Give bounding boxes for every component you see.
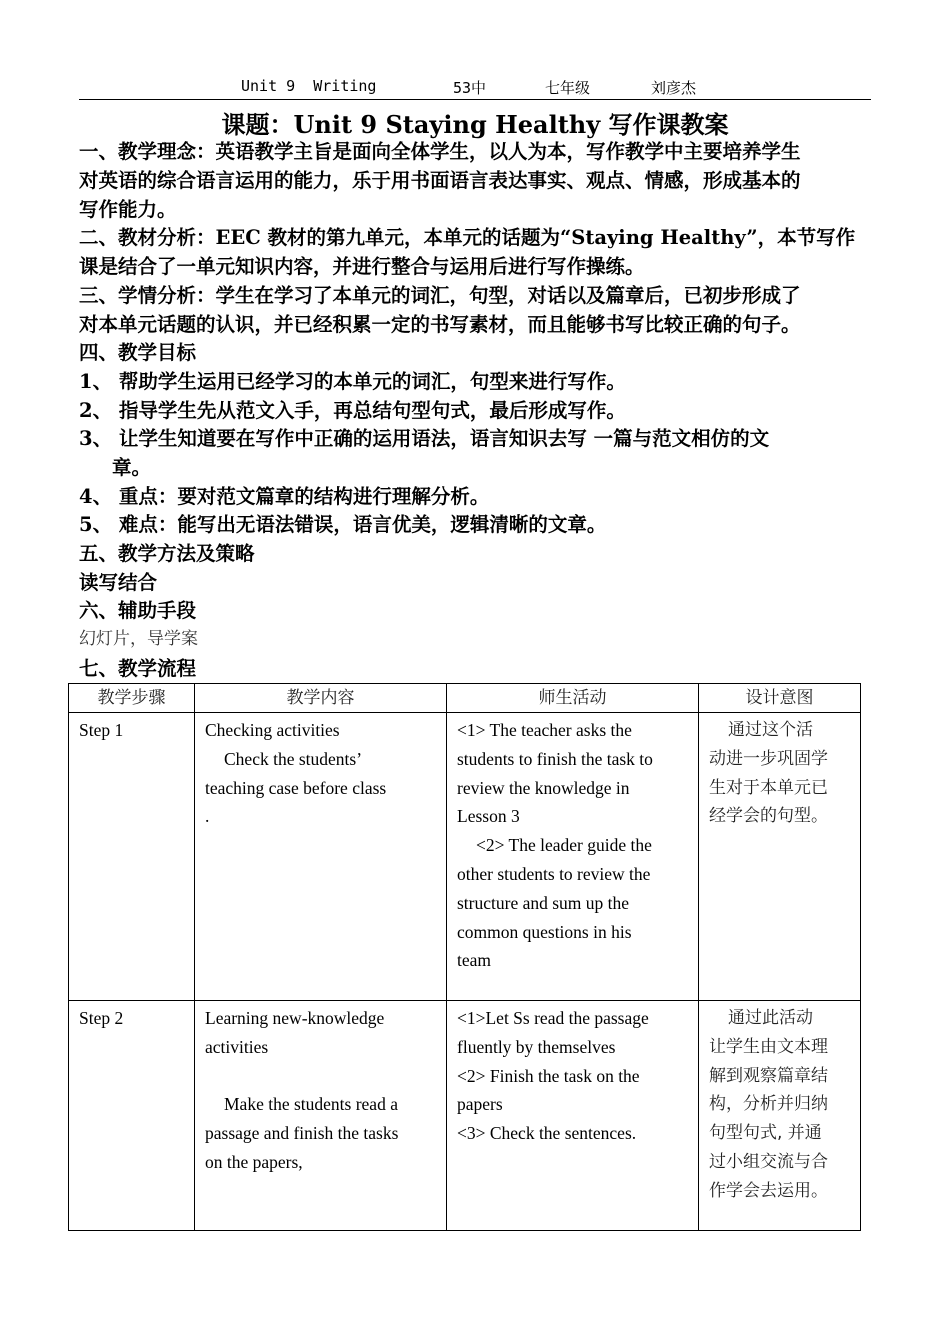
s2-line1: 二、教材分析：EEC 教材的第九单元，本单元的话题为“Staying Healthy”，本节写作 [79, 226, 856, 249]
table-header-row [69, 684, 861, 713]
intent-line: 构，分析并归纳 [709, 1094, 828, 1115]
activity-cell [447, 1001, 699, 1231]
header-grade: 七年级 [545, 79, 591, 97]
header-rule [79, 99, 871, 100]
intent-line: 解到观察篇章结 [709, 1065, 828, 1086]
intent-line: 通过这个活 [728, 720, 813, 740]
intent-line: 作学会去运用。 [709, 1180, 828, 1201]
intent-line: 通过此活动 [728, 1008, 813, 1028]
intent-cell [699, 1001, 861, 1231]
content-cell [195, 713, 447, 1001]
table-row [69, 713, 861, 1001]
s3-line2: 对本单元话题的认识，并已经积累一定的书写素材，而且能够书写比较正确的句子。 [79, 313, 801, 336]
step-cell [69, 713, 195, 1001]
activity-line: <1>Let Ss read the passage [457, 1008, 649, 1028]
table-row [69, 1001, 861, 1231]
content-line: Checking activities [205, 720, 340, 740]
content-line: passage and finish the tasks [205, 1123, 399, 1144]
intent-line: 经学会的句型。 [709, 806, 828, 827]
activity-line: <2> Finish the task on the [457, 1065, 640, 1086]
intent-line: 让学生由文本理 [709, 1036, 828, 1057]
content-line: activities [205, 1036, 269, 1057]
s2-line2: 课是结合了一单元知识内容，并进行整合与运用后进行写作操练。 [79, 255, 645, 278]
intent-line: 生对于本单元已 [709, 777, 828, 798]
content-line: . [205, 806, 210, 827]
activity-line: structure and sum up the [457, 892, 630, 913]
s6-heading: 六、辅助手段 [79, 599, 197, 622]
s1-line3: 写作能力。 [79, 198, 177, 221]
content-line: Check the students’ [224, 748, 363, 769]
activity-line: common questions in his [457, 921, 632, 942]
goal-1: 1、 帮助学生运用已经学习的本单元的词汇，句型来进行写作。 [79, 370, 626, 393]
s3-line1: 三、学情分析：学生在学习了本单元的词汇，句型，对话以及篇章后，已初步形成了 [79, 284, 801, 307]
goal-3b: 章。 [112, 456, 152, 479]
teaching-process-table [68, 683, 861, 1231]
activity-cell [447, 713, 699, 1001]
content-line: teaching case before class [205, 777, 387, 798]
col-header-step: 教学步骤 [69, 684, 195, 713]
intent-line: 动进一步巩固学 [709, 748, 828, 769]
col-header-intent: 设计意图 [699, 684, 861, 713]
goal-5: 5、 难点：能写出无语法错误，语言优美，逻辑清晰的文章。 [79, 513, 607, 536]
header-school: 53中 [453, 79, 487, 97]
header-unit: Unit 9 Writing [241, 77, 377, 95]
content-cell [195, 1001, 447, 1231]
activity-line: <1> The teacher asks the [457, 720, 632, 740]
content-line: Make the students read a [224, 1094, 398, 1115]
step-label: Step 1 [79, 720, 124, 740]
goal-3a: 3、 让学生知道要在写作中正确的运用语法，语言知识去写 一篇与范文相仿的文 [79, 427, 770, 450]
col-header-content: 教学内容 [195, 684, 447, 713]
intent-cell [699, 713, 861, 1001]
blank-line [205, 1062, 437, 1091]
activity-line: <3> Check the sentences. [457, 1123, 637, 1144]
activity-line: <2> The leader guide the [476, 835, 652, 856]
activity-line: review the knowledge in [457, 777, 630, 798]
page-header [0, 77, 950, 99]
s4-heading: 四、教学目标 [79, 341, 197, 364]
activity-line: team [457, 950, 492, 971]
s1-line1: 一、教学理念：英语教学主旨是面向全体学生，以人为本，写作教学中主要培养学生 [79, 140, 801, 163]
col-header-activity: 师生活动 [447, 684, 699, 713]
activity-line: papers [457, 1094, 503, 1115]
s5-body: 读写结合 [79, 571, 158, 594]
activity-line: fluently by themselves [457, 1036, 616, 1057]
document-title: 课题：Unit 9 Staying Healthy 写作课教案 [221, 110, 729, 139]
s5-heading: 五、教学方法及策略 [79, 542, 255, 565]
header-teacher: 刘彦杰 [651, 79, 697, 97]
s6-body: 幻灯片，导学案 [79, 629, 198, 649]
step-cell [69, 1001, 195, 1231]
goal-2: 2、 指导学生先从范文入手，再总结句型句式，最后形成写作。 [79, 399, 626, 422]
content-line: on the papers, [205, 1151, 303, 1172]
step-label: Step 2 [79, 1008, 124, 1028]
activity-line: Lesson 3 [457, 806, 520, 827]
s7-heading: 七、教学流程 [79, 657, 197, 680]
activity-line: other students to review the [457, 863, 651, 884]
goal-4: 4、 重点：要对范文篇章的结构进行理解分析。 [79, 485, 490, 508]
activity-line: students to finish the task to [457, 748, 653, 769]
s1-line2: 对英语的综合语言运用的能力，乐于用书面语言表达事实、观点、情感，形成基本的 [79, 169, 801, 192]
intent-line: 过小组交流与合 [709, 1151, 828, 1172]
intent-line: 句型句式, 并通 [709, 1123, 822, 1144]
content-line: Learning new-knowledge [205, 1008, 385, 1028]
